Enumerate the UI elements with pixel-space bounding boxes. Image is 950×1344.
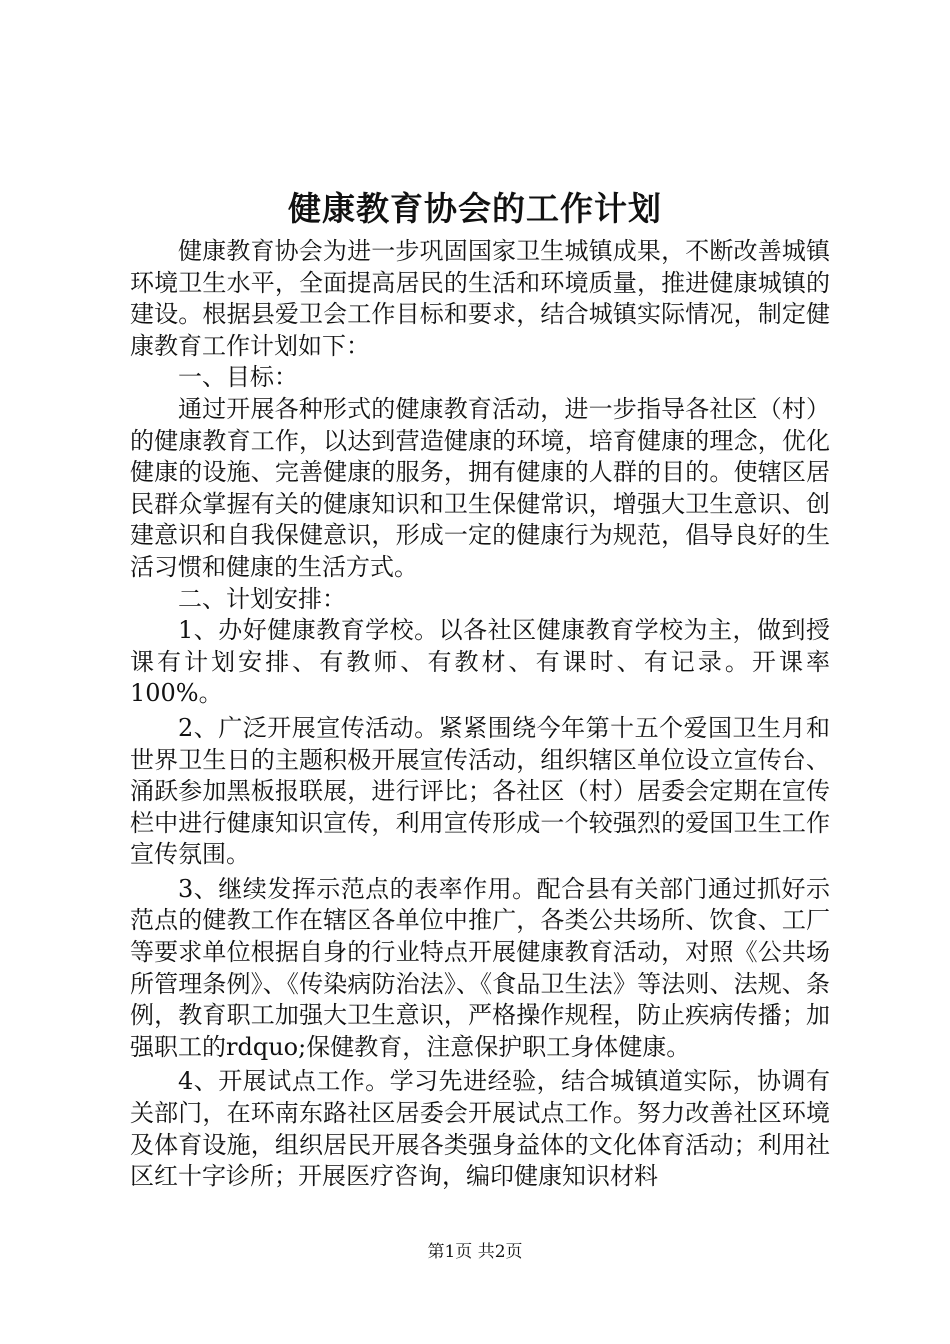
document-body bbox=[130, 236, 830, 1193]
paragraph-goals: 通过开展各种形式的健康教育活动，进一步指导各社区（村）的健康教育工作，以达到营造健康的环境，培育健康的理念，优化健康的设施、完善健康的服务，拥有健康的人群的目的。使辖区居民群众掌握有关的健康知识和卫生保健常识，增强大卫生意识、创建意识和自我保健意识，形成一定的健康行为规范，倡导良好的生活习惯和健康的生活方式。 bbox=[130, 394, 830, 581]
plan-item-1: 1、办好健康教育学校。以各社区健康教育学校为主，做到授课有计划安排、有教师、有教材、有课时、有记录。开课率100%。 bbox=[130, 616, 830, 708]
heading-plan: 二、计划安排： bbox=[178, 584, 346, 613]
heading-goals: 一、目标： bbox=[178, 363, 298, 392]
document-title: 健康教育协会的工作计划 bbox=[288, 189, 662, 228]
paragraph-intro: 健康教育协会为进一步巩固国家卫生城镇成果，不断改善城镇环境卫生水平，全面提高居民的生活和环境质量，推进健康城镇的建设。根据县爱卫会工作目标和要求，结合城镇实际情况，制定健康教育工作计划如下： bbox=[130, 237, 830, 360]
plan-item-4: 4、开展试点工作。学习先进经验，结合城镇道实际，协调有关部门，在环南东路社区居委会开展试点工作。努力改善社区环境及体育设施，组织居民开展各类强身益体的文化体育活动；利用社区红十字诊所；开展医疗咨询，编印健康知识材料 bbox=[130, 1067, 830, 1191]
page-number-footer: 第1页 共2页 bbox=[427, 1242, 523, 1262]
plan-item-3: 3、继续发挥示范点的表率作用。配合县有关部门通过抓好示范点的健教工作在辖区各单位中推广，各类公共场所、饮食、工厂等要求单位根据自身的行业特点开展健康教育活动，对照《公共场所管理条例》、《传染病防治法》、《食品卫生法》等法则、法规、条例，教育职工加强大卫生意识，严格操作规程，防止疾病传播；加强职工的rdquo;保健教育，注意保护职工身体健康。 bbox=[130, 874, 830, 1061]
plan-item-2: 2、广泛开展宣传活动。紧紧围绕今年第十五个爱国卫生月和世界卫生日的主题积极开展宣传活动，组织辖区单位设立宣传台、涌跃参加黑板报联展，进行评比；各社区（村）居委会定期在宣传栏中进行健康知识宣传，利用宣传形成一个较强烈的爱国卫生工作宣传氛围。 bbox=[130, 713, 830, 869]
